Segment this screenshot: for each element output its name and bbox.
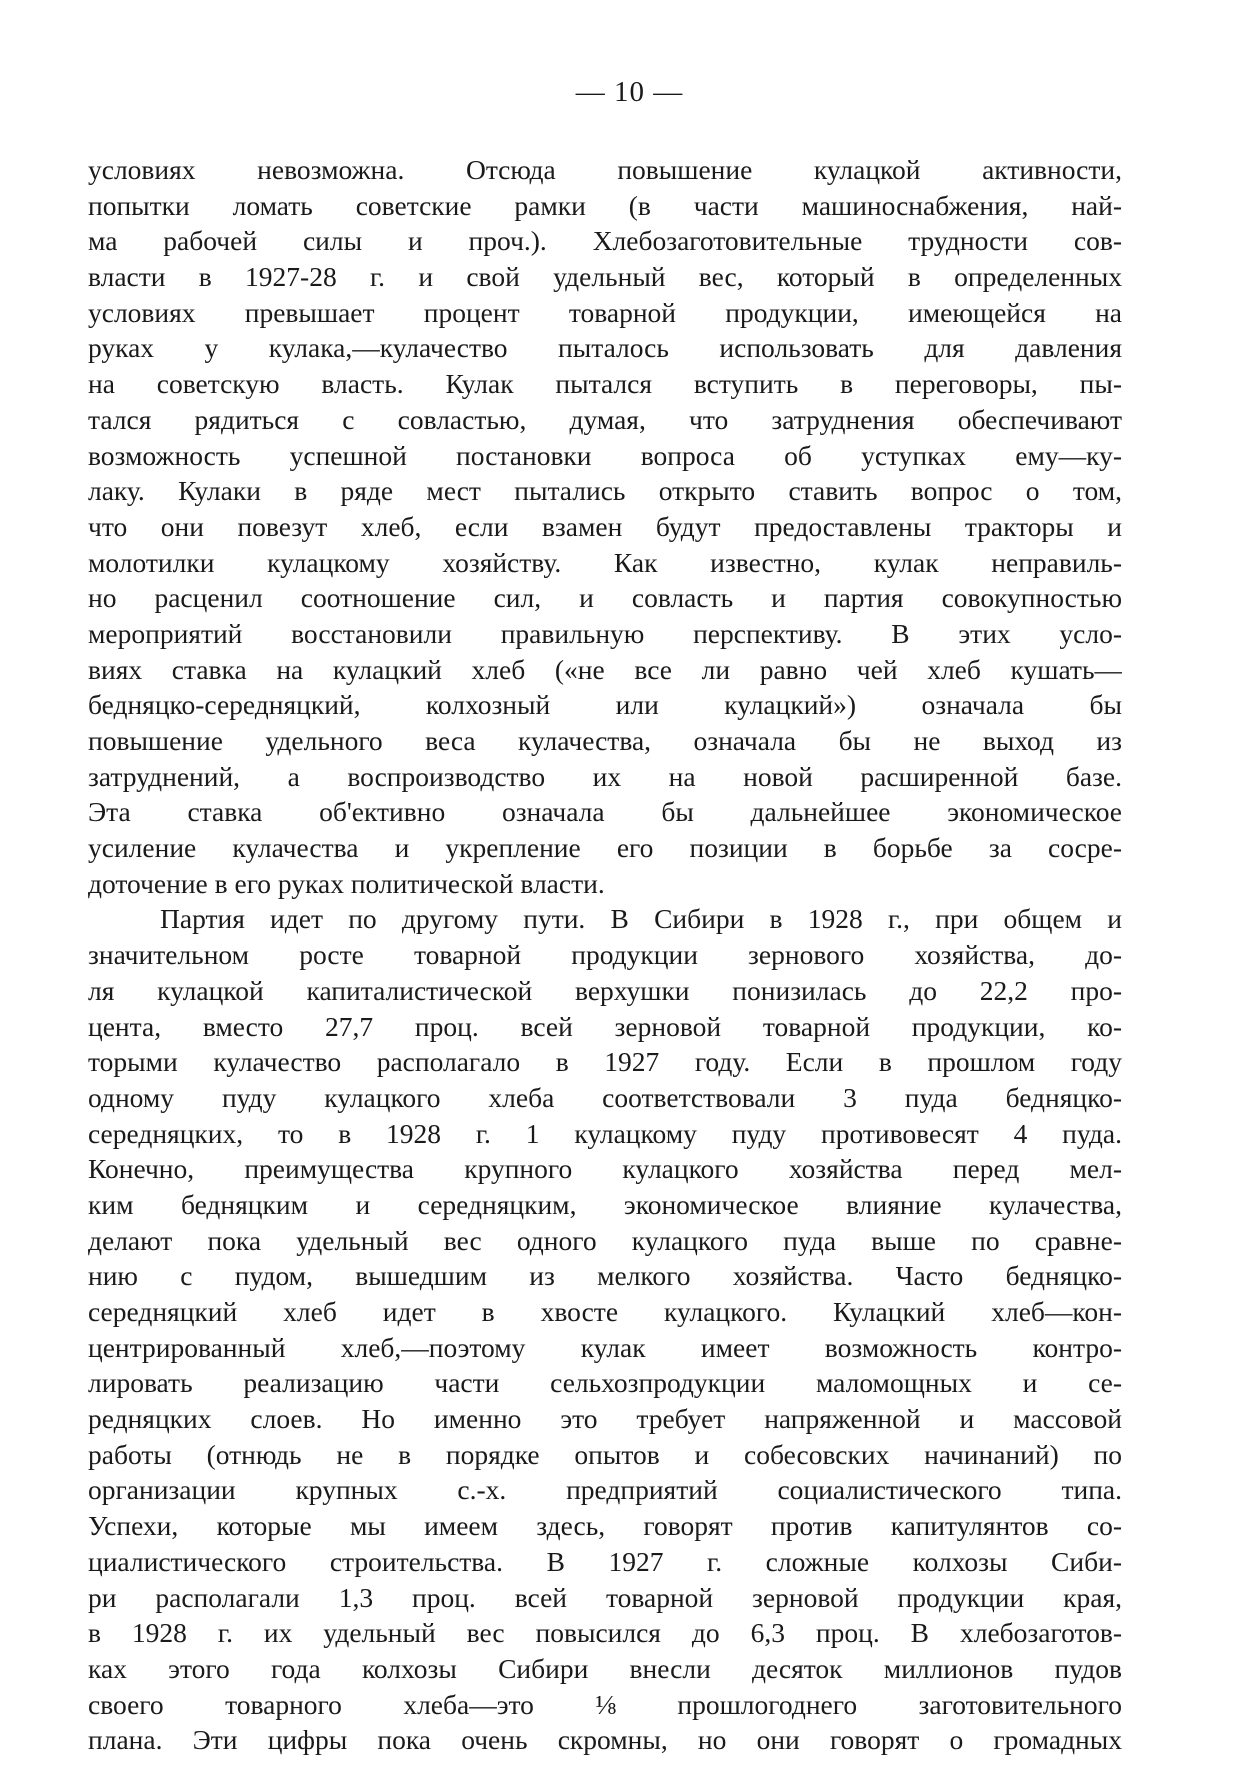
- text-line: условиях превышает процент товарной продукции, имеющейся на: [88, 296, 1122, 328]
- text-line: значительном росте товарной продукции зернового хозяйства, до-: [88, 939, 1122, 971]
- text-line: цента, вместо 27,7 проц. всей зерновой товарной продукции, ко-: [88, 1010, 1122, 1042]
- text-line: власти в 1927-28 г. и свой удельный вес, который в определенных: [88, 261, 1122, 293]
- text-line: Партия идет по другому пути. В Сибири в 1928 г., при общем и: [160, 903, 1122, 935]
- text-line: мероприятий восстановили правильную перспективу. В этих усло-: [88, 617, 1122, 649]
- text-line: ким бедняцким и середняцким, экономическое влияние кулачества,: [88, 1188, 1122, 1220]
- text-line: в 1928 г. их удельный вес повысился до 6,3 проц. В хлебозаготов-: [88, 1617, 1122, 1649]
- text-line: торыми кулачество располагало в 1927 году. Если в прошлом году: [88, 1046, 1122, 1078]
- text-line: ри располагали 1,3 проц. всей товарной зерновой продукции края,: [88, 1581, 1122, 1613]
- text-line: руках у кулака,—кулачество пыталось использовать для давления: [88, 332, 1122, 364]
- text-line: лаку. Кулаки в ряде мест пытались открыто ставить вопрос о том,: [88, 475, 1122, 507]
- text-line: усиление кулачества и укрепление его позиции в борьбе за сосре-: [88, 832, 1122, 864]
- text-line: попытки ломать советские рамки (в части машиноснабжения, най-: [88, 189, 1122, 221]
- text-line: организации крупных с.-х. предприятий социалистического типа.: [88, 1474, 1122, 1506]
- text-line: редняцких слоев. Но именно это требует напряженной и массовой: [88, 1403, 1122, 1435]
- text-line: плана. Эти цифры пока очень скромны, но они говорят о громадных: [88, 1724, 1122, 1756]
- text-line: лировать реализацию части сельхозпродукции маломощных и се-: [88, 1367, 1122, 1399]
- text-line: циалистического строительства. В 1927 г. сложные колхозы Сиби-: [88, 1545, 1122, 1577]
- text-line: центрированный хлеб,—поэтому кулак имеет возможность контро-: [88, 1331, 1122, 1363]
- text-line: работы (отнюдь не в порядке опытов и собесовских начинаний) по: [88, 1438, 1122, 1470]
- text-line: затруднений, а воспроизводство их на новой расширенной базе.: [88, 760, 1122, 792]
- text-line: что они повезут хлеб, если взамен будут предоставлены тракторы и: [88, 510, 1122, 542]
- text-line: нию с пудом, вышедшим из мелкого хозяйства. Часто бедняцко-: [88, 1260, 1122, 1292]
- paragraph-2: [88, 901, 1122, 1758]
- text-line: повышение удельного веса кулачества, означала бы не выход из: [88, 725, 1122, 756]
- page-number: — 10 —: [575, 76, 684, 108]
- text-line: виях ставка на кулацкий хлеб («не все ли равно чей хлеб кушать—: [88, 653, 1122, 685]
- text-line: тался рядиться с совластью, думая, что затруднения обеспечивают: [88, 403, 1122, 435]
- text-line: Эта ставка об'ективно означала бы дальнейшее экономическое: [88, 796, 1122, 828]
- body-text: [88, 152, 1122, 1758]
- text-line: своего товарного хлеба—это ⅛ прошлогоднего заготовительного: [88, 1688, 1122, 1720]
- paragraph-1: [88, 152, 1122, 901]
- text-line: возможность успешной постановки вопроса об уступках ему—ку-: [88, 439, 1122, 471]
- text-line: ма рабочей силы и проч.). Хлебозаготовительные трудности сов-: [88, 225, 1122, 257]
- text-line: бедняцко-середняцкий, колхозный или кулацкий») означала бы: [88, 689, 1122, 721]
- text-line: условиях невозможна. Отсюда повышение кулацкой активности,: [88, 154, 1122, 185]
- text-line: но расценил соотношение сил, и совласть и партия совокупностью: [88, 582, 1122, 614]
- text-line: ля кулацкой капиталистической верхушки понизилась до 22,2 про-: [88, 974, 1122, 1006]
- text-line: середняцкий хлеб идет в хвосте кулацкого. Кулацкий хлеб—кон-: [88, 1296, 1122, 1327]
- text-line: на советскую власть. Кулак пытался вступить в переговоры, пы-: [88, 368, 1122, 400]
- text-line: доточение в его руках политической власти.: [88, 867, 605, 899]
- text-line: делают пока удельный вес одного кулацкого пуда выше по сравне-: [88, 1224, 1122, 1256]
- text-line: ках этого года колхозы Сибири внесли десяток миллионов пудов: [88, 1652, 1122, 1684]
- text-line: молотилки кулацкому хозяйству. Как известно, кулак неправиль-: [88, 546, 1122, 578]
- text-line: середняцких, то в 1928 г. 1 кулацкому пуду противовесят 4 пуда.: [88, 1117, 1122, 1149]
- text-line: Успехи, которые мы имеем здесь, говорят против капитулянтов со-: [88, 1510, 1122, 1542]
- text-line: Конечно, преимущества крупного кулацкого хозяйства перед мел-: [88, 1153, 1122, 1185]
- text-line: одному пуду кулацкого хлеба соответствовали 3 пуда бедняцко-: [88, 1081, 1122, 1113]
